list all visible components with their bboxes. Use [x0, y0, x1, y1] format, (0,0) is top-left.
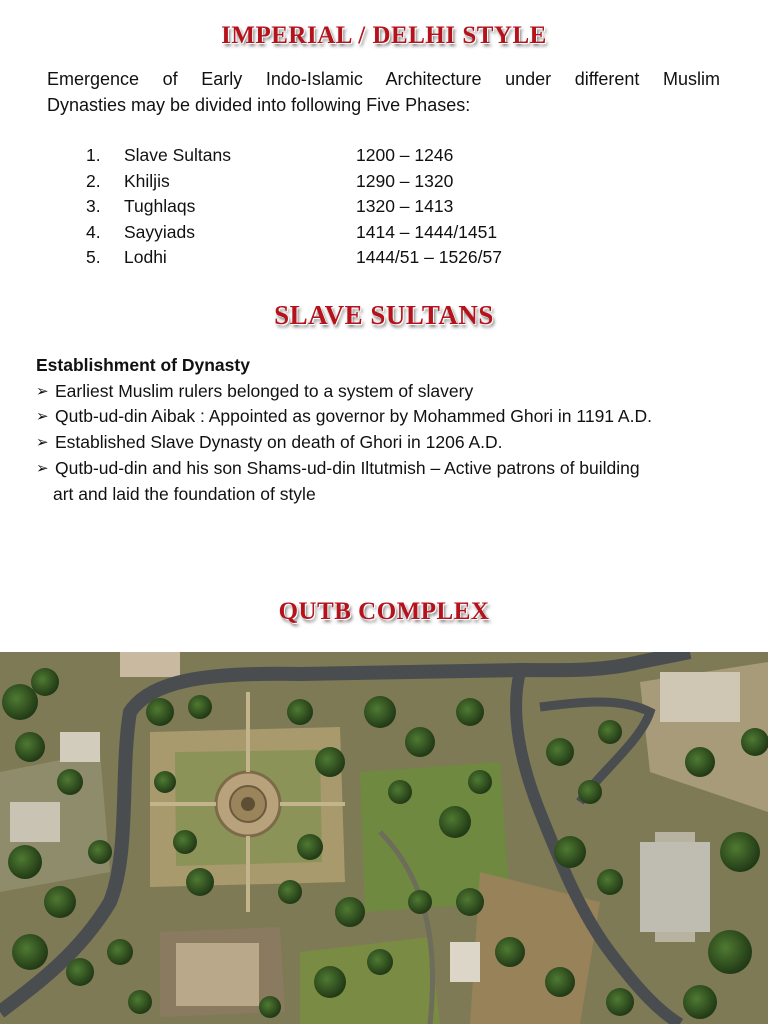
heading-slave-sultans: SLAVE SULTANS — [274, 300, 494, 330]
bullet-item — [36, 456, 748, 482]
bullet-text: Earliest Muslim rulers belonged to a system of slavery — [55, 380, 474, 401]
phase-number: 1. — [86, 145, 101, 165]
bullet-item — [36, 430, 748, 456]
bullet-item — [36, 404, 748, 430]
phase-number: 5. — [86, 247, 101, 268]
heading-qutb-complex: QUTB COMPLEX — [278, 598, 490, 625]
intro-paragraph — [47, 66, 720, 118]
arrow-bullet-icon: ➢ — [36, 381, 49, 400]
phase-name: Khiljis — [124, 170, 170, 191]
phase-row — [86, 169, 646, 195]
aerial-map-graphic — [0, 652, 768, 1024]
arrow-bullet-icon: ➢ — [36, 407, 49, 426]
intro-line-1: Emergence of Early Indo-Islamic Architecture under different Muslim — [47, 69, 720, 89]
phase-number: 3. — [86, 196, 101, 217]
phase-years: 1444/51 – 1526/57 — [356, 247, 502, 268]
bullet-text: Qutb-ud-din Aibak : Appointed as governor by Mohammed Ghori in 1191 A.D. — [55, 406, 652, 427]
phase-years: 1290 – 1320 — [356, 170, 454, 191]
qutb-complex-aerial-image — [0, 652, 768, 1024]
phase-years: 1414 – 1444/1451 — [356, 221, 498, 242]
phase-number: 2. — [86, 170, 101, 191]
phase-row — [86, 143, 646, 169]
dynasty-section — [36, 353, 748, 507]
intro-line-2: Dynasties may be divided into following Five Phases: — [47, 95, 471, 115]
phase-years: 1200 – 1246 — [356, 145, 454, 165]
phase-name: Sayyiads — [124, 221, 196, 242]
phase-number: 4. — [86, 221, 101, 242]
phases-list — [86, 143, 646, 271]
bullet-continuation: art and laid the foundation of style — [53, 483, 316, 504]
bullet-item — [36, 379, 748, 405]
phase-name: Lodhi — [124, 247, 167, 268]
phase-name: Tughlaqs — [124, 196, 196, 217]
phase-row — [86, 245, 646, 271]
arrow-bullet-icon: ➢ — [36, 433, 49, 452]
dynasty-title: Establishment of Dynasty — [36, 355, 250, 375]
bullet-text: Qutb-ud-din and his son Shams-ud-din Iltutmish – Active patrons of building — [55, 457, 640, 478]
heading-imperial-delhi-style: IMPERIAL / DELHI STYLE — [221, 22, 547, 49]
phase-row — [86, 220, 646, 246]
arrow-bullet-icon: ➢ — [36, 458, 49, 477]
bullet-text: Established Slave Dynasty on death of Ghori in 1206 A.D. — [55, 432, 503, 453]
phase-row — [86, 194, 646, 220]
phase-years: 1320 – 1413 — [356, 196, 454, 217]
phase-name: Slave Sultans — [124, 145, 232, 165]
